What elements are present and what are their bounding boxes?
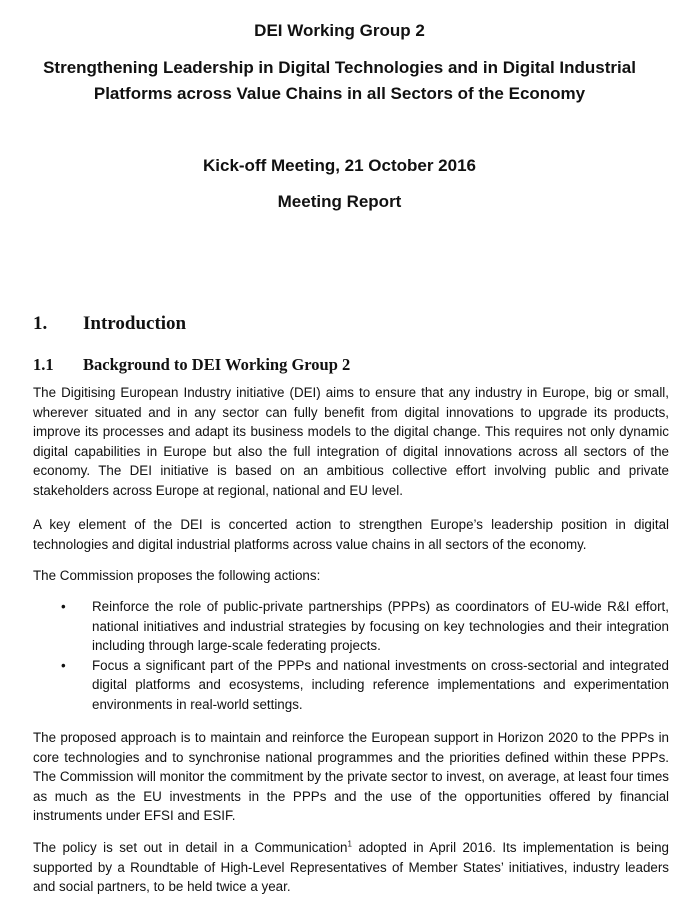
paragraph-policy [33, 838, 669, 897]
actions-list [33, 597, 669, 715]
report-title: Meeting Report [277, 192, 402, 211]
subtitle-line-2: Platforms across Value Chains in all Sectors of the Economy [93, 84, 586, 103]
subsection-number: 1.1 [33, 355, 54, 374]
paragraph-dei-aims: The Digitising European Industry initiative (DEI) aims to ensure that any industry in Europe, big or small, wherever situated and in any sector can fully benefit from digital innovations to upgrade its products, improve its processes and adapt its business models to the digital change. This requires not only dynamic digital capabilities in Europe but also the full integration of digital innovations across all sectors of the economy. The DEI initiative is based on an ambitious collective effort involving public and private stakeholders across Europe at regional, national and EU level. [33, 385, 669, 498]
bullet-icon: • [61, 599, 66, 614]
paragraph-proposed-approach: The proposed approach is to maintain and reinforce the European support in Horizon 2020 to the PPPs in core technologies and to synchronise national programmes and the priorities defined within these PPPs. The Commission will monitor the commitment by the private sector to invest, on average, at least four times as much as the EU investments in the PPPs and the use of the opportunities offered by financial instruments under EFSI and ESIF. [33, 730, 669, 824]
working-group-title: DEI Working Group 2 [254, 21, 425, 40]
list-item [33, 597, 669, 656]
bullet-text: Focus a significant part of the PPPs and national investments on cross-sectorial and integrated digital platforms and ecosystems, including reference implementations and experimentation environments in real-world settings. [92, 657, 669, 712]
footnote-reference[interactable]: 1 [347, 839, 352, 849]
section-heading-introduction [33, 313, 186, 335]
bullet-text: Reinforce the role of public-private partnerships (PPPs) as coordinators of EU-wide R&I effort, national initiatives and industrial strategies by focusing on key technologies and their integration including through large-scale federating projects. [92, 599, 669, 654]
paragraph-key-element: A key element of the DEI is concerted action to strengthen Europe’s leadership position in digital technologies and digital industrial platforms across value chains in all sectors of the economy. [33, 517, 669, 552]
section-number: 1. [33, 313, 48, 334]
bullet-icon: • [61, 657, 66, 673]
policy-text-end: adopted in April 2016. Its implementation is being supported by a Roundtable of High-Level Representatives of Member States’ initiatives, industry leaders and social partners, to be held twice a year. [33, 840, 669, 895]
policy-text-start: The policy is set out in detail in a Communication [33, 840, 348, 855]
subtitle-line-1: Strengthening Leadership in Digital Technologies and in Digital Industrial [43, 58, 636, 77]
subsection-title: Background to DEI Working Group 2 [83, 355, 351, 374]
paragraph-commission-proposes: The Commission proposes the following actions: [33, 568, 321, 583]
section-title: Introduction [83, 313, 187, 334]
meeting-title: Kick-off Meeting, 21 October 2016 [202, 156, 477, 175]
subsection-heading-background [33, 355, 350, 375]
list-item [33, 656, 669, 715]
